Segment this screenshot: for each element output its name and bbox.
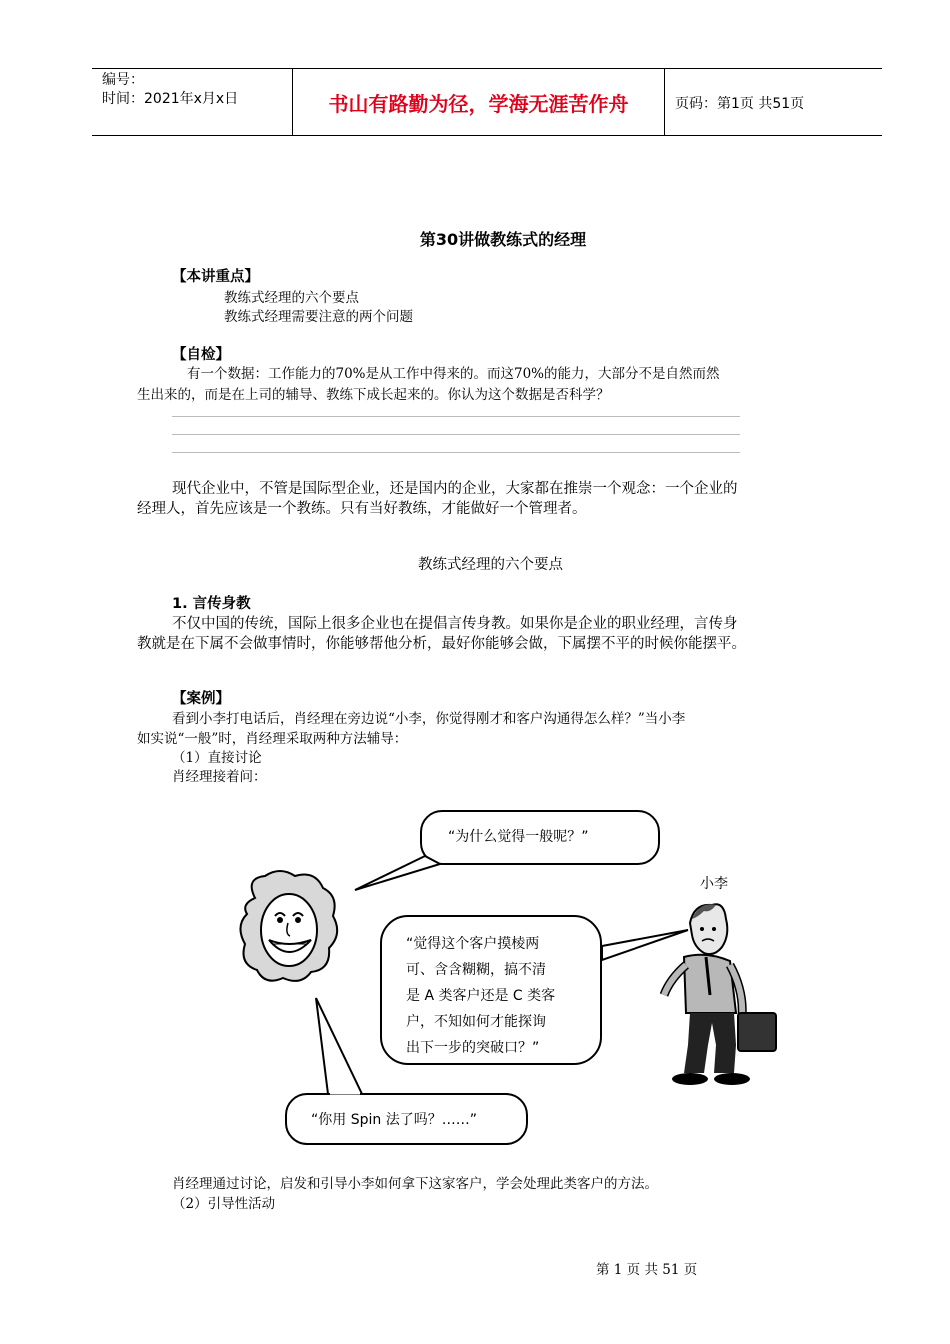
header-motto: 书山有路勤为径，学海无涯苦作舟 — [292, 69, 665, 136]
after-method: （2）引导性活动 — [172, 1196, 276, 1212]
page-footer: 第 1 页 共 51 页 — [596, 1262, 698, 1278]
page-header — [92, 68, 882, 136]
header-page-label: 页码：第1页 共51页 — [675, 95, 805, 112]
bubble-text: “为什么觉得一般呢？” — [448, 829, 589, 845]
bubble-tail — [340, 850, 460, 900]
key-points-heading: 【本讲重点】 — [172, 269, 259, 285]
intro-text: 经理人，首先应该是一个教练。只有当好教练，才能做好一个管理者。 — [137, 501, 587, 517]
page-title: 第30讲做教练式的经理 — [419, 230, 587, 249]
section-heading: 教练式经理的六个要点 — [418, 557, 563, 573]
bubble-line: “觉得这个客户摸棱两 — [406, 936, 540, 952]
bubble-text: “你用 Spin 法了吗？……” — [311, 1112, 477, 1128]
key-point-item: 教练式经理需要注意的两个问题 — [224, 309, 413, 325]
case-heading: 【案例】 — [172, 691, 230, 707]
speech-bubble-middle — [380, 915, 602, 1065]
bubble-line: 户，不知如何才能探询 — [406, 1014, 546, 1030]
self-check-text: 有一个数据：工作能力的70%是从工作中得来的。而这70%的能力，大部分不是自然而然 — [187, 366, 720, 382]
time-label: 时间：2021年x月x日 — [102, 91, 239, 107]
number-label: 编号： — [102, 72, 144, 88]
bubble-text-block — [406, 931, 555, 1061]
header-meta — [92, 69, 292, 136]
bubble-tail — [300, 994, 380, 1098]
case-text: 看到小李打电话后，肖经理在旁边说“小李，你觉得刚才和客户沟通得怎么样？”当小李 — [172, 711, 686, 727]
after-text: 肖经理通过讨论，启发和引导小李如何拿下这家客户，学会处理此类客户的方法。 — [172, 1176, 658, 1192]
self-check-heading: 【自检】 — [172, 347, 230, 363]
case-text: 肖经理接着问： — [172, 769, 267, 785]
answer-line — [172, 434, 740, 435]
xiaoli-figure-icon — [660, 895, 780, 1090]
intro-text: 现代企业中，不管是国际型企业，还是国内的企业，大家都在推崇一个观念：一个企业的 — [172, 481, 738, 497]
speech-bubble-bottom — [285, 1093, 528, 1145]
bubble-line: 出下一步的突破口？” — [406, 1040, 540, 1056]
bubble-line: 可、含含糊糊，搞不清 — [406, 962, 546, 978]
point-text: 不仅中国的传统，国际上很多企业也在提倡言传身教。如果你是企业的职业经理，言传身 — [172, 616, 738, 632]
self-check-text: 生出来的，而是在上司的辅导、教练下成长起来的。你认为这个数据是否科学？ — [137, 387, 610, 403]
key-point-item: 教练式经理的六个要点 — [224, 290, 359, 306]
speaker-name: 小李 — [700, 876, 728, 892]
point-heading: 1. 言传身教 — [172, 596, 251, 612]
case-text: 如实说“一般”时，肖经理采取两种方法辅导： — [137, 731, 408, 747]
bubble-line: 是 A 类客户还是 C 类客 — [406, 988, 556, 1004]
answer-line — [172, 452, 740, 453]
point-text: 教就是在下属不会做事情时，你能够帮他分析，最好你能够会做，下属摆不平的时候你能摆平。 — [137, 636, 746, 652]
case-method: （1）直接讨论 — [172, 750, 262, 766]
manager-face-icon — [235, 868, 345, 988]
answer-line — [172, 416, 740, 417]
